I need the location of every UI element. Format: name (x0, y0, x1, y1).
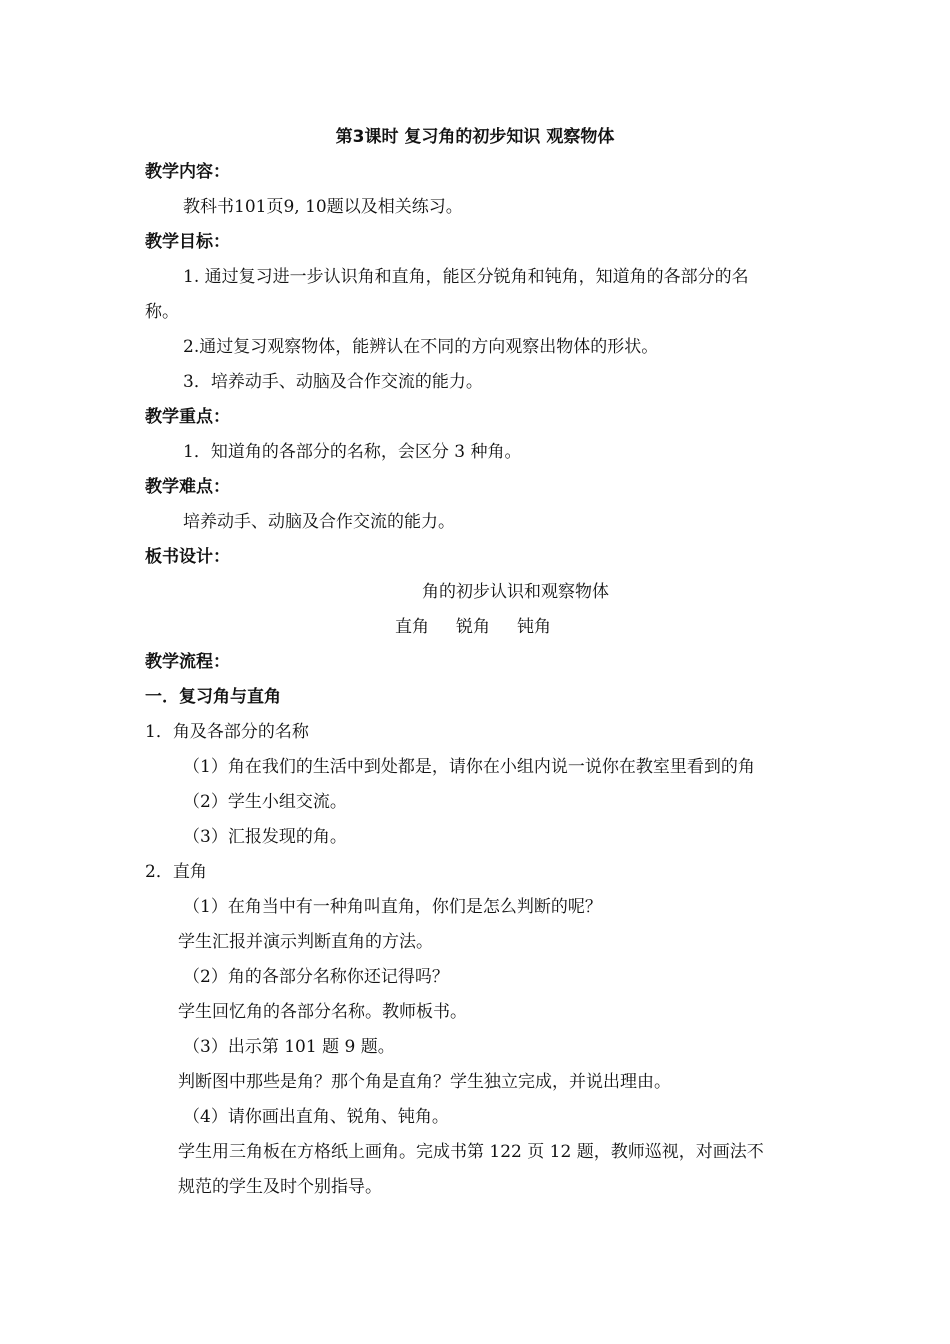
goal-1-line-2: 称。 (145, 302, 179, 322)
part-1-heading: 一．复习角与直角 (145, 687, 281, 707)
item-1-1: （1）角在我们的生活中到处都是，请你在小组内说一说你在教室里看到的角 (183, 757, 755, 777)
difficulty-text: 培养动手、动脑及合作交流的能力。 (183, 512, 455, 532)
item-2-1: （1）在角当中有一种角叫直角，你们是怎么判断的呢？ (183, 897, 602, 917)
item-2-4-answer-line-2: 规范的学生及时个别指导。 (178, 1177, 382, 1197)
goal-3: 3．培养动手、动脑及合作交流的能力。 (183, 372, 483, 392)
content-text: 教科书101页9, 10题以及相关练习。 (183, 197, 463, 217)
item-2-4-answer-line-1: 学生用三角板在方格纸上画角。完成书第 122 页 12 题，教师巡视，对画法不 (178, 1142, 764, 1162)
key-heading: 教学重点： (145, 407, 230, 427)
item-1-3: （3）汇报发现的角。 (183, 827, 347, 847)
item-2: 2．直角 (145, 862, 207, 882)
board-heading: 板书设计： (145, 547, 230, 567)
item-2-3: （3）出示第 101 题 9 题。 (183, 1037, 395, 1057)
item-2-3-answer: 判断图中那些是角？那个角是直角？学生独立完成，并说出理由。 (178, 1072, 671, 1092)
item-2-1-answer: 学生汇报并演示判断直角的方法。 (178, 932, 433, 952)
lesson-title: 第3课时 复习角的初步知识 观察物体 (335, 127, 615, 147)
process-heading: 教学流程： (145, 652, 230, 672)
item-1-2: （2）学生小组交流。 (183, 792, 347, 812)
item-1: 1．角及各部分的名称 (145, 722, 309, 742)
content-heading: 教学内容： (145, 162, 230, 182)
goals-heading: 教学目标： (145, 232, 230, 252)
board-angles: 直角 锐角 钝角 (395, 617, 552, 637)
difficulty-heading: 教学难点： (145, 477, 230, 497)
goal-2: 2.通过复习观察物体，能辨认在不同的方向观察出物体的形状。 (183, 337, 659, 357)
goal-1-line-1: 1. 通过复习进一步认识角和直角，能区分锐角和钝角，知道角的各部分的名 (183, 267, 749, 287)
item-2-4: （4）请你画出直角、锐角、钝角。 (183, 1107, 449, 1127)
item-2-2: （2）角的各部分名称你还记得吗？ (183, 967, 449, 987)
board-title: 角的初步认识和观察物体 (422, 582, 609, 602)
key-point-1: 1．知道角的各部分的名称，会区分 3 种角。 (183, 442, 522, 462)
item-2-2-answer: 学生回忆角的各部分名称。教师板书。 (178, 1002, 467, 1022)
